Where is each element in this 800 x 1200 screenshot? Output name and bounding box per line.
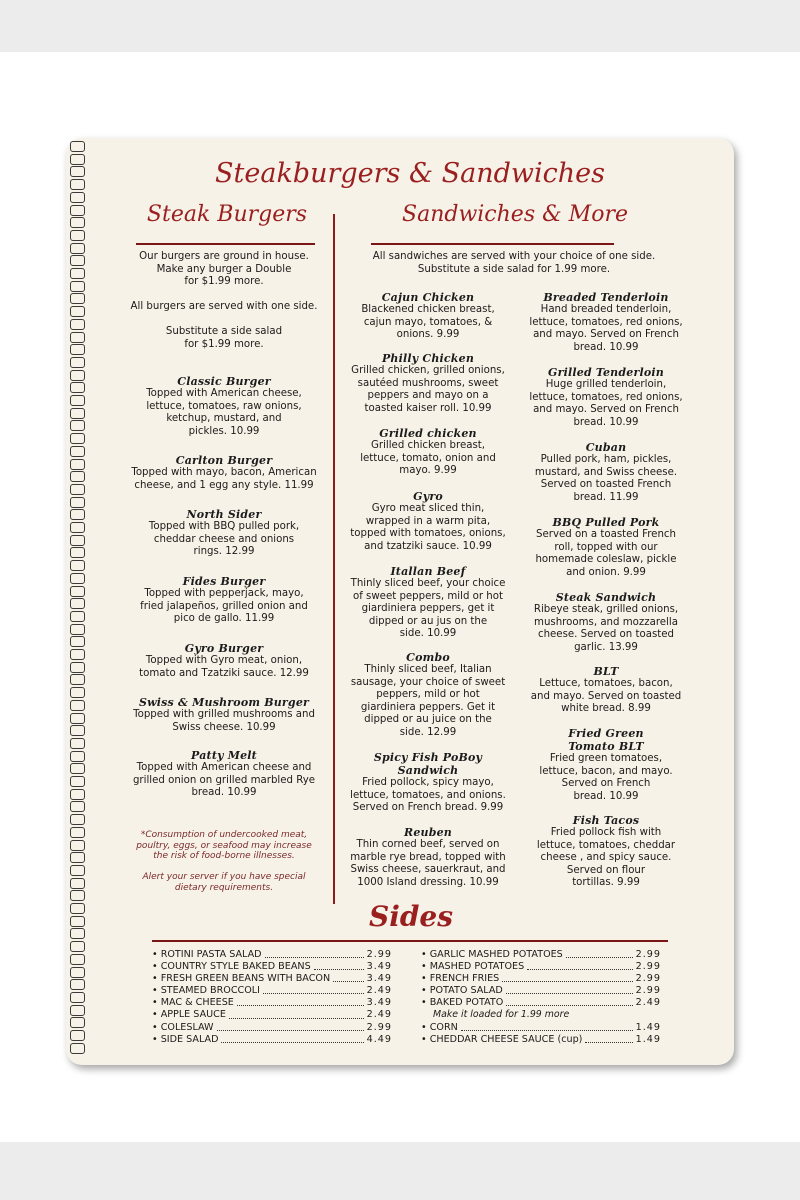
item-desc-line: and mayo. Served on French	[533, 329, 679, 341]
binding-ring	[70, 725, 85, 736]
binding-ring	[70, 509, 85, 520]
disclaimer-line: poultry, eggs, or seafood may increase	[136, 840, 312, 851]
item-name: Patty Melt	[191, 749, 257, 762]
item-desc-line: garlic. 13.99	[574, 641, 638, 653]
side-name: • FRENCH FRIES	[421, 973, 500, 985]
item-desc-line: and mayo. Served on toasted	[530, 690, 682, 702]
leader-dots	[502, 981, 632, 982]
leader-dots	[221, 1042, 363, 1043]
item-desc-line: lettuce, tomato, onion and	[360, 452, 496, 464]
binding-ring	[70, 713, 85, 724]
binding-ring	[70, 598, 85, 609]
side-price: 2.49	[366, 1009, 392, 1021]
binding-ring	[70, 459, 85, 470]
binding-ring	[70, 662, 85, 673]
item-desc-line: bread. 10.99	[573, 790, 639, 802]
item-desc-line: white bread. 8.99	[561, 703, 651, 715]
item-desc-line: bread. 10.99	[573, 416, 639, 428]
side-price: 3.49	[366, 973, 392, 985]
side-price: 2.99	[366, 949, 392, 960]
side-name: • BAKED POTATO	[421, 997, 504, 1009]
binding-ring	[70, 586, 85, 597]
item-desc-line: toasted kaiser roll. 10.99	[364, 402, 492, 414]
binding-ring	[70, 852, 85, 863]
column-divider	[333, 214, 335, 904]
item-desc-line: cheese. Served on toasted	[537, 629, 674, 641]
item-desc-line: cheddar cheese and onions	[153, 533, 295, 545]
intro-line: All sandwiches are served with your choice of one side.	[372, 251, 656, 262]
binding-ring	[70, 827, 85, 838]
item-desc-line: lettuce, tomatoes, red onions,	[529, 316, 683, 328]
leader-dots	[229, 1018, 364, 1019]
binding-ring	[70, 446, 85, 457]
side-price: 1.49	[635, 1021, 661, 1033]
item-name: Gyro	[413, 490, 443, 503]
binding-ring	[70, 814, 85, 825]
item-desc-line: Lettuce, tomatoes, bacon,	[539, 678, 673, 689]
item-desc-line: sausage, your choice of sweet	[350, 676, 506, 688]
menu-item-gyro	[338, 490, 518, 553]
item-desc-line: Topped with mayo, bacon, American	[131, 467, 317, 478]
menu-item-philly-chicken	[338, 352, 518, 415]
item-desc-line: lettuce, bacon, and mayo.	[539, 765, 673, 777]
binding-ring	[70, 471, 85, 482]
menu-item-reuben	[338, 826, 518, 889]
item-desc-line: cajun mayo, tomatoes, &	[363, 316, 493, 328]
item-desc-line: Served on French	[561, 778, 651, 790]
sides-left-list	[152, 949, 392, 1046]
intro-line: Make any burger a Double	[156, 263, 292, 275]
side-price: 2.49	[635, 997, 661, 1009]
binding-ring	[70, 433, 85, 444]
leader-dots	[263, 993, 364, 994]
top-margin	[0, 0, 800, 52]
spiral-binding	[70, 140, 88, 1060]
steak-burgers-rule	[136, 243, 315, 245]
binding-ring	[70, 1005, 85, 1016]
menu-item-fides-burger	[118, 575, 330, 626]
intro-line: for $1.99 more.	[184, 276, 264, 287]
item-desc-line: roll, topped with our	[554, 541, 658, 553]
item-desc-line: Served on toasted French	[540, 479, 672, 491]
item-name: Philly Chicken	[381, 352, 475, 365]
menu-item-north-sider	[118, 508, 330, 559]
item-desc-line: homemade coleslaw, pickle	[535, 554, 677, 566]
side-price: 1.49	[635, 1033, 661, 1045]
side-item	[152, 949, 392, 961]
item-desc-line: Thinly sliced beef, your choice	[350, 578, 506, 589]
side-name: • ROTINI PASTA SALAD	[152, 949, 262, 960]
binding-ring	[70, 268, 85, 279]
item-desc-line: Served on flour	[566, 864, 646, 876]
side-item	[152, 1009, 392, 1021]
item-desc-line: Served on a toasted French	[536, 529, 676, 540]
binding-ring	[70, 205, 85, 216]
item-desc-line: Blackened chicken breast,	[361, 304, 495, 315]
item-name: Gyro Burger	[184, 642, 264, 655]
menu-item-steak-sandwich	[521, 591, 691, 654]
binding-ring	[70, 1017, 85, 1028]
binding-ring	[70, 420, 85, 431]
item-desc-line: Hand breaded tenderloin,	[540, 304, 672, 315]
menu-item-grilled-tenderloin	[521, 366, 691, 429]
side-item	[152, 997, 392, 1009]
item-desc-line: lettuce, tomatoes, raw onions,	[146, 400, 302, 412]
side-price: 2.49	[366, 985, 392, 997]
item-name: Swiss & Mushroom Burger	[138, 696, 310, 709]
leader-dots	[461, 1030, 633, 1031]
leader-dots	[217, 1030, 364, 1031]
menu-item-blt	[521, 665, 691, 716]
item-name: Fides Burger	[182, 575, 266, 588]
item-desc-line: wrapped in a warm pita,	[365, 515, 491, 527]
side-item	[421, 973, 661, 985]
item-desc-line: dipped or au juice on the	[364, 714, 492, 726]
leader-dots	[333, 981, 364, 982]
side-item	[421, 949, 661, 961]
item-desc-line: pico de gallo. 11.99	[173, 613, 275, 625]
item-desc-line: topped with tomatoes, onions,	[350, 528, 506, 540]
binding-ring	[70, 979, 85, 990]
binding-ring	[70, 636, 85, 647]
binding-ring	[70, 497, 85, 508]
binding-ring	[70, 382, 85, 393]
binding-ring	[70, 217, 85, 228]
item-name: BLT	[593, 665, 619, 678]
item-desc-line: onions. 9.99	[396, 329, 460, 341]
binding-ring	[70, 1043, 85, 1054]
menu-item-spicy-fish-poboy	[345, 751, 511, 815]
item-name: Spicy Fish PoBoy Sandwich	[373, 751, 483, 777]
binding-ring	[70, 357, 85, 368]
item-desc-line: tortillas. 9.99	[572, 877, 640, 889]
item-desc-line: side. 10.99	[399, 628, 457, 640]
menu-title: Steakburgers & Sandwiches	[215, 158, 605, 189]
leader-dots	[237, 1005, 364, 1006]
side-item	[421, 997, 661, 1009]
item-desc-line: mushrooms, and mozzarella	[534, 616, 678, 628]
side-price: 3.49	[366, 997, 392, 1009]
item-desc-line: tomato and Tzatziki sauce. 12.99	[139, 667, 309, 679]
binding-ring	[70, 306, 85, 317]
side-name: • CHEDDAR CHEESE SAUCE (cup)	[421, 1033, 583, 1045]
item-name: Steak Sandwich	[555, 591, 657, 604]
side-price: 2.99	[366, 1021, 392, 1033]
leader-dots	[527, 969, 632, 970]
binding-ring	[70, 370, 85, 381]
side-name: • SIDE SALAD	[152, 1033, 219, 1045]
binding-ring	[70, 763, 85, 774]
menu-item-swiss-mushroom-burger	[118, 696, 330, 734]
item-desc-line: peppers and mayo on a	[367, 390, 489, 402]
item-desc-line: ketchup, mustard, and	[166, 413, 282, 425]
item-name: Cajun Chicken	[381, 291, 475, 304]
baked-potato-note: Make it loaded for 1.99 more	[433, 1009, 570, 1021]
item-name: Breaded Tenderloin	[543, 291, 669, 304]
item-desc-line: bread. 10.99	[191, 787, 257, 799]
side-price: 2.99	[635, 949, 661, 960]
menu-item-fish-tacos	[521, 814, 691, 890]
item-desc-line: pickles. 10.99	[188, 425, 260, 437]
binding-ring	[70, 992, 85, 1003]
item-desc-line: Fried green tomatoes,	[549, 753, 663, 764]
side-price: 2.99	[635, 973, 661, 985]
menu-item-classic-burger	[118, 375, 330, 438]
binding-ring	[70, 547, 85, 558]
binding-ring	[70, 281, 85, 292]
binding-ring	[70, 395, 85, 406]
item-desc-line: Swiss cheese, sauerkraut, and	[350, 864, 506, 876]
sides-rule	[152, 940, 668, 942]
menu-item-fried-green-tomato-blt	[558, 727, 654, 753]
item-name: Carlton Burger	[175, 454, 273, 467]
disclaimer-spacer	[124, 862, 324, 873]
item-desc-line: Swiss cheese. 10.99	[172, 721, 276, 733]
side-item	[152, 1034, 392, 1046]
item-desc-line: giardiniera peppers, get it	[361, 603, 495, 615]
binding-ring	[70, 522, 85, 533]
binding-ring	[70, 408, 85, 419]
binding-ring	[70, 560, 85, 571]
binding-ring	[70, 967, 85, 978]
binding-ring	[70, 255, 85, 266]
binding-ring	[70, 192, 85, 203]
leader-dots	[265, 957, 364, 958]
menu-item-patty-melt	[118, 749, 330, 800]
item-desc-line: giardiniera peppers. Get it	[360, 701, 496, 713]
binding-ring	[70, 954, 85, 965]
item-desc-line: Topped with American cheese and	[136, 762, 312, 773]
intro-spacer	[118, 289, 330, 302]
item-desc-line: Thin corned beef, served on	[356, 839, 500, 850]
side-name: • STEAMED BROCCOLI	[152, 985, 260, 997]
binding-ring	[70, 293, 85, 304]
binding-ring	[70, 941, 85, 952]
side-name: • COUNTRY STYLE BAKED BEANS	[152, 961, 311, 973]
item-name: Fish Tacos	[572, 814, 640, 827]
intro-line: Substitute a side salad for 1.99 more.	[417, 263, 611, 275]
side-name: • MAC & CHEESE	[152, 997, 234, 1009]
sandwiches-rule	[371, 243, 614, 245]
intro-line: for $1.99 more.	[184, 338, 264, 350]
item-desc-line: lettuce, tomatoes, and onions.	[350, 789, 506, 801]
steak-burgers-heading: Steak Burgers	[146, 202, 308, 227]
bottom-margin	[0, 1142, 800, 1200]
item-desc-line: Grilled chicken, grilled onions,	[351, 365, 505, 376]
item-desc-line: fried jalapeños, grilled onion and	[140, 600, 308, 612]
item-desc-line: Served on French bread. 9.99	[352, 802, 504, 814]
item-desc-line: lettuce, tomatoes, red onions,	[529, 391, 683, 403]
menu-item-breaded-tenderloin	[521, 291, 691, 354]
item-desc-line: Topped with grilled mushrooms and	[133, 709, 315, 720]
leader-dots	[506, 1005, 632, 1006]
item-desc-line: Fried pollock, spicy mayo,	[362, 777, 494, 788]
side-item	[421, 1034, 661, 1046]
item-desc-line: bread. 11.99	[573, 491, 639, 503]
binding-ring	[70, 179, 85, 190]
binding-ring	[70, 789, 85, 800]
disclaimer-line: Alert your server if you have special	[142, 872, 306, 883]
disclaimer-line: dietary requirements.	[174, 882, 274, 893]
intro-line: Substitute a side salad	[165, 326, 283, 337]
sides-heading: Sides	[368, 900, 453, 933]
leader-dots	[314, 969, 364, 970]
fried-green-tomato-blt-desc	[521, 753, 691, 803]
binding-ring	[70, 865, 85, 876]
item-name: North Sider	[186, 508, 262, 521]
menu-item-itallan-beef	[338, 565, 518, 641]
item-name: Fried Green Tomato BLT	[568, 727, 644, 753]
menu-item-carlton-burger	[118, 454, 330, 492]
binding-ring	[70, 674, 85, 685]
item-desc-line: Grilled chicken breast,	[370, 440, 486, 451]
item-desc-line: and onion. 9.99	[566, 566, 646, 578]
binding-ring	[70, 573, 85, 584]
leader-dots	[566, 957, 633, 958]
menu-item-grilled-chicken	[338, 427, 518, 478]
item-desc-line: Gyro meat sliced thin,	[371, 503, 485, 514]
item-desc-line: and tzatziki sauce. 10.99	[364, 540, 492, 552]
side-item	[152, 985, 392, 997]
side-price: 2.99	[635, 985, 661, 997]
leader-dots	[506, 993, 633, 994]
menu-item-bbq-pulled-pork	[521, 516, 691, 579]
item-desc-line: and mayo. Served on French	[533, 404, 679, 416]
side-price: 3.49	[366, 961, 392, 973]
side-name: • CORN	[421, 1021, 458, 1033]
binding-ring	[70, 738, 85, 749]
binding-ring	[70, 319, 85, 330]
item-name: Combo	[406, 651, 450, 664]
binding-ring	[70, 344, 85, 355]
binding-ring	[70, 903, 85, 914]
side-item	[152, 1022, 392, 1034]
side-item	[421, 985, 661, 997]
item-desc-line: side. 12.99	[399, 726, 457, 738]
side-name: • COLESLAW	[152, 1021, 214, 1033]
menu-item-gyro-burger	[118, 642, 330, 680]
binding-ring	[70, 700, 85, 711]
item-desc-line: of sweet peppers, mild or hot	[352, 590, 503, 602]
intro-spacer	[118, 314, 330, 327]
binding-ring	[70, 141, 85, 152]
item-name: Classic Burger	[177, 375, 271, 388]
binding-ring	[70, 535, 85, 546]
side-name: • APPLE SAUCE	[152, 1009, 226, 1021]
side-name: • MASHED POTATOES	[421, 961, 525, 973]
binding-ring	[70, 890, 85, 901]
item-desc-line: mayo. 9.99	[399, 465, 457, 477]
item-desc-line: mustard, and Swiss cheese.	[534, 466, 678, 478]
binding-ring	[70, 611, 85, 622]
item-desc-line: Huge grilled tenderloin,	[545, 379, 667, 390]
binding-ring	[70, 484, 85, 495]
sandwiches-intro	[344, 251, 684, 276]
side-item	[152, 961, 392, 973]
binding-ring	[70, 624, 85, 635]
binding-ring	[70, 166, 85, 177]
item-desc-line: lettuce, tomatoes, cheddar	[536, 839, 676, 851]
item-desc-line: 1000 Island dressing. 10.99	[357, 876, 499, 888]
item-name: Reuben	[403, 826, 453, 839]
side-item	[421, 961, 661, 973]
item-desc-line: cheese , and spicy sauce.	[540, 852, 672, 864]
binding-ring	[70, 230, 85, 241]
item-name: Grilled Tenderloin	[548, 366, 664, 379]
binding-ring	[70, 243, 85, 254]
menu-item-combo	[338, 651, 518, 740]
side-name: • FRESH GREEN BEANS WITH BACON	[152, 973, 331, 985]
item-name: Itallan Beef	[390, 565, 466, 578]
menu-item-cajun-chicken	[338, 291, 518, 342]
binding-ring	[70, 751, 85, 762]
binding-ring	[70, 801, 85, 812]
binding-ring	[70, 776, 85, 787]
intro-line: Our burgers are ground in house.	[139, 251, 309, 262]
sides-right-list	[421, 949, 661, 1046]
binding-ring	[70, 154, 85, 165]
item-desc-line: Thinly sliced beef, Italian	[364, 664, 492, 675]
item-name: Cuban	[585, 441, 627, 454]
side-price: 4.49	[366, 1033, 392, 1045]
health-disclaimer	[124, 830, 324, 894]
item-desc-line: sautéed mushrooms, sweet	[357, 377, 499, 389]
binding-ring	[70, 840, 85, 851]
item-desc-line: cheese, and 1 egg any style. 11.99	[134, 479, 314, 491]
leader-dots	[585, 1042, 632, 1043]
disclaimer-line: *Consumption of undercooked meat,	[140, 830, 308, 840]
binding-ring	[70, 878, 85, 889]
item-name: Grilled chicken	[379, 427, 477, 440]
side-item	[152, 973, 392, 985]
item-desc-line: marble rye bread, topped with	[350, 851, 506, 863]
item-desc-line: Ribeye steak, grilled onions,	[533, 604, 679, 615]
binding-ring	[70, 332, 85, 343]
side-name: • GARLIC MASHED POTATOES	[421, 949, 563, 960]
item-name: BBQ Pulled Pork	[552, 516, 660, 529]
binding-ring	[70, 687, 85, 698]
side-item	[421, 1022, 661, 1034]
item-desc-line: Topped with BBQ pulled pork,	[148, 521, 300, 532]
binding-ring	[70, 928, 85, 939]
binding-ring	[70, 649, 85, 660]
item-desc-line: dipped or au jus on the	[368, 615, 488, 627]
item-desc-line: Fried pollock fish with	[550, 827, 662, 838]
item-desc-line: rings. 12.99	[193, 546, 255, 558]
item-desc-line: Topped with Gyro meat, onion,	[145, 655, 303, 666]
intro-line: All burgers are served with one side.	[130, 301, 318, 312]
binding-ring	[70, 916, 85, 927]
burgers-intro	[118, 251, 330, 351]
item-desc-line: peppers, mild or hot	[376, 689, 480, 701]
binding-ring	[70, 1030, 85, 1041]
item-desc-line: grilled onion on grilled marbled Rye	[132, 774, 316, 786]
side-name: • POTATO SALAD	[421, 985, 503, 997]
sandwiches-heading: Sandwiches & More	[402, 202, 628, 227]
side-price: 2.99	[635, 961, 661, 973]
menu-item-cuban	[521, 441, 691, 504]
item-desc-line: Topped with pepperjack, mayo,	[144, 588, 304, 599]
disclaimer-line: the risk of food-borne illnesses.	[153, 851, 295, 862]
item-desc-line: bread. 10.99	[573, 341, 639, 353]
item-desc-line: Pulled pork, ham, pickles,	[540, 454, 672, 465]
item-desc-line: Topped with American cheese,	[146, 388, 302, 399]
